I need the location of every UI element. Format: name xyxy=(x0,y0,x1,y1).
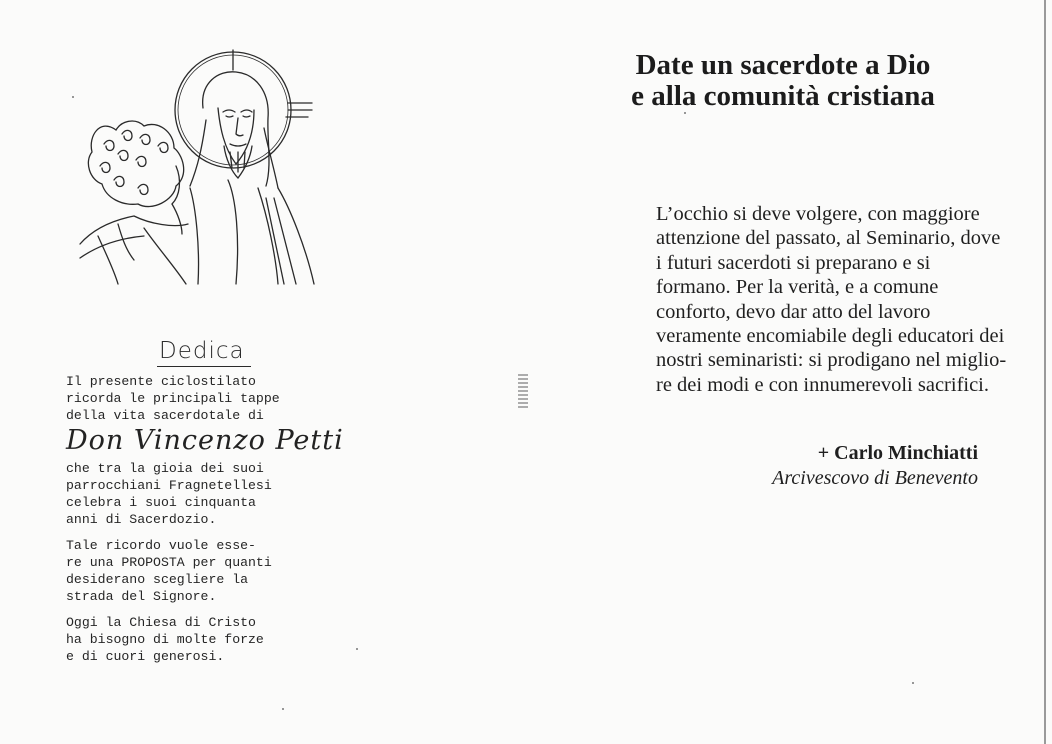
dedication-paragraph xyxy=(66,460,272,528)
text-line: re una PROPOSTA per quanti xyxy=(66,555,272,570)
body-line: conforto, devo dar atto del lavoro xyxy=(656,300,931,323)
heading-line: Date un sacerdote a Dio xyxy=(635,49,931,81)
text-line: Oggi la Chiesa di Cristo xyxy=(66,615,256,630)
text-line: Tale ricordo vuole esse- xyxy=(66,538,256,553)
page-edge xyxy=(1044,0,1046,744)
text-line: che tra la gioia dei suoi xyxy=(66,461,264,476)
heading-line: e alla comunità cristiana xyxy=(631,80,935,112)
page-heading xyxy=(588,50,978,112)
text-line: desiderano scegliere la xyxy=(66,572,249,587)
paper-speck xyxy=(356,648,358,650)
dedica-heading: Dedica xyxy=(157,338,251,367)
body-line: veramente encomiabile degli educatori dei xyxy=(656,325,1005,348)
body-line: formano. Per la verità, e a comune xyxy=(656,276,939,299)
priest-name: Don Vincenzo Petti xyxy=(66,425,344,456)
signature-title: Arcivescovo di Benevento xyxy=(772,467,978,489)
paper-speck xyxy=(72,96,74,98)
dedication-paragraph xyxy=(66,537,272,605)
text-line: e di cuori generosi. xyxy=(66,649,225,664)
text-line: Il presente ciclostilato xyxy=(66,374,256,389)
text-line: parrocchiani Fragnetellesi xyxy=(66,478,272,493)
text-line: ha bisogno di molte forze xyxy=(66,632,264,647)
text-line: strada del Signore. xyxy=(66,589,217,604)
body-line: attenzione del passato, al Seminario, dove xyxy=(656,227,1001,250)
body-line: i futuri sacerdoti si preparano e si xyxy=(656,251,931,274)
body-line: nostri seminaristi: si prodigano nel miglio- xyxy=(656,349,1007,372)
left-page xyxy=(0,0,520,744)
body-line: re dei modi e con innumerevoli sacrifici. xyxy=(656,373,990,396)
text-line: celebra i suoi cinquanta xyxy=(66,495,256,510)
paper-speck xyxy=(684,112,686,114)
text-line: anni di Sacerdozio. xyxy=(66,512,217,527)
body-paragraph xyxy=(656,202,1036,397)
dedication-paragraph xyxy=(66,373,280,424)
signature-name: + Carlo Minchiatti xyxy=(817,442,978,464)
paper-speck xyxy=(282,708,284,710)
dedication-paragraph xyxy=(66,614,264,665)
text-line: ricorda le principali tappe xyxy=(66,391,280,406)
body-line: L’occhio si deve volgere, con maggiore xyxy=(656,203,980,225)
paper-speck xyxy=(912,682,914,684)
christ-and-apostle-sketch-icon xyxy=(78,48,323,288)
text-line: della vita sacerdotale di xyxy=(66,408,264,423)
